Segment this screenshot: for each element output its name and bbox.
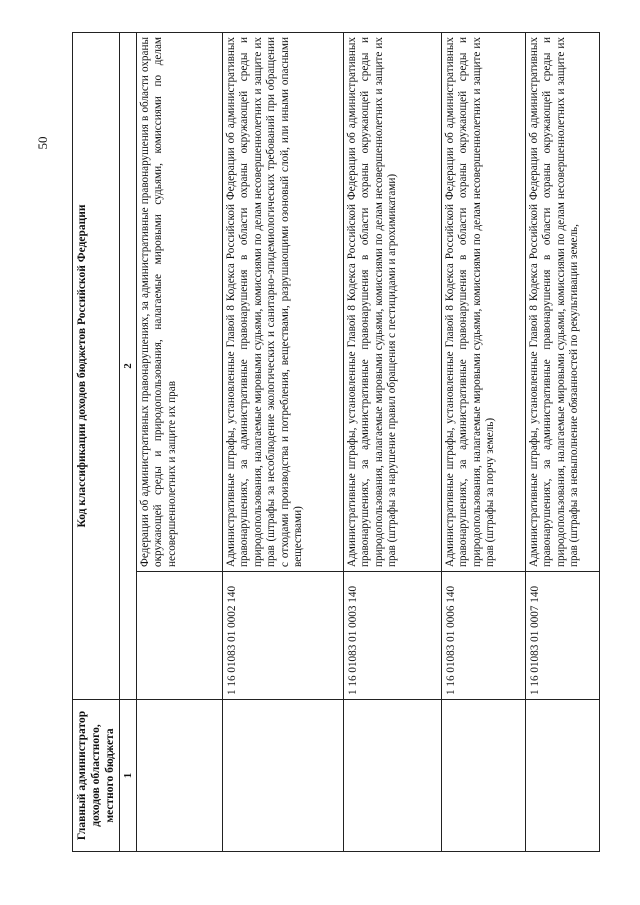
code-cell: 1 16 01083 01 0003 140	[344, 572, 442, 700]
table-row	[526, 33, 600, 852]
column-number-1: 1	[120, 700, 137, 852]
revenue-classification-table	[72, 32, 600, 852]
header-admin: Главный администратор доходов областного, местного бюджета	[73, 700, 120, 852]
table-row	[137, 33, 223, 852]
description-cell: Административные штрафы, установленные Главой 8 Кодекса Российской Федерации об административных правонарушениях, за административные правонарушения в области охраны окружающей среды и природопользования, налагаемые мировыми судьями, комиссиями по делам несовершеннолетних и защите их прав (штрафы за порчу земель)	[442, 33, 526, 572]
table-header-row	[73, 33, 120, 852]
table-row	[442, 33, 526, 852]
code-cell: 1 16 01083 01 0002 140	[223, 572, 344, 700]
admin-cell	[137, 700, 223, 852]
admin-cell	[442, 700, 526, 852]
document-sheet	[72, 32, 600, 852]
table-row	[344, 33, 442, 852]
admin-cell	[223, 700, 344, 852]
admin-cell	[526, 700, 600, 852]
column-number-2: 2	[120, 33, 137, 700]
code-cell	[137, 572, 223, 700]
description-cell: Федерации об административных правонарушениях, за административные правонарушения в области охраны окружающей среды и природопользования, налагаемые мировыми судьями, комиссиями по делам несовершеннолетних и защите их прав	[137, 33, 223, 572]
description-cell: Административные штрафы, установленные Главой 8 Кодекса Российской Федерации об административных правонарушениях, за административные правонарушения в области охраны окружающей среды и природопользования, налагаемые мировыми судьями, комиссиями по делам несовершеннолетних и защите их прав (штрафы за несоблюдение экологических и санитарно-эпидемиологических требований при обращении с отходами производства и потребления, веществами, разрушающими озоновый слой, или иными опасными веществами)	[223, 33, 344, 572]
column-number-row	[120, 33, 137, 852]
description-cell: Административные штрафы, установленные Главой 8 Кодекса Российской Федерации об административных правонарушениях, за административные правонарушения в области охраны окружающей среды и природопользования, налагаемые мировыми судьями, комиссиями по делам несовершеннолетних и защите их прав (штрафы за нарушение правил обращения с пестицидами и агрохимикатами)	[344, 33, 442, 572]
description-cell: Административные штрафы, установленные Главой 8 Кодекса Российской Федерации об административных правонарушениях, за административные правонарушения в области охраны окружающей среды и природопользования, налагаемые мировыми судьями, комиссиями по делам несовершеннолетних и защите их прав (штрафы за невыполнение обязанностей по рекультивации земель,	[526, 33, 600, 572]
code-cell: 1 16 01083 01 0006 140	[442, 572, 526, 700]
code-cell: 1 16 01083 01 0007 140	[526, 572, 600, 700]
header-code: Код классификации доходов бюджетов Российской Федерации	[73, 33, 120, 700]
page-number: 50	[35, 136, 50, 150]
table-row	[223, 33, 344, 852]
admin-cell	[344, 700, 442, 852]
